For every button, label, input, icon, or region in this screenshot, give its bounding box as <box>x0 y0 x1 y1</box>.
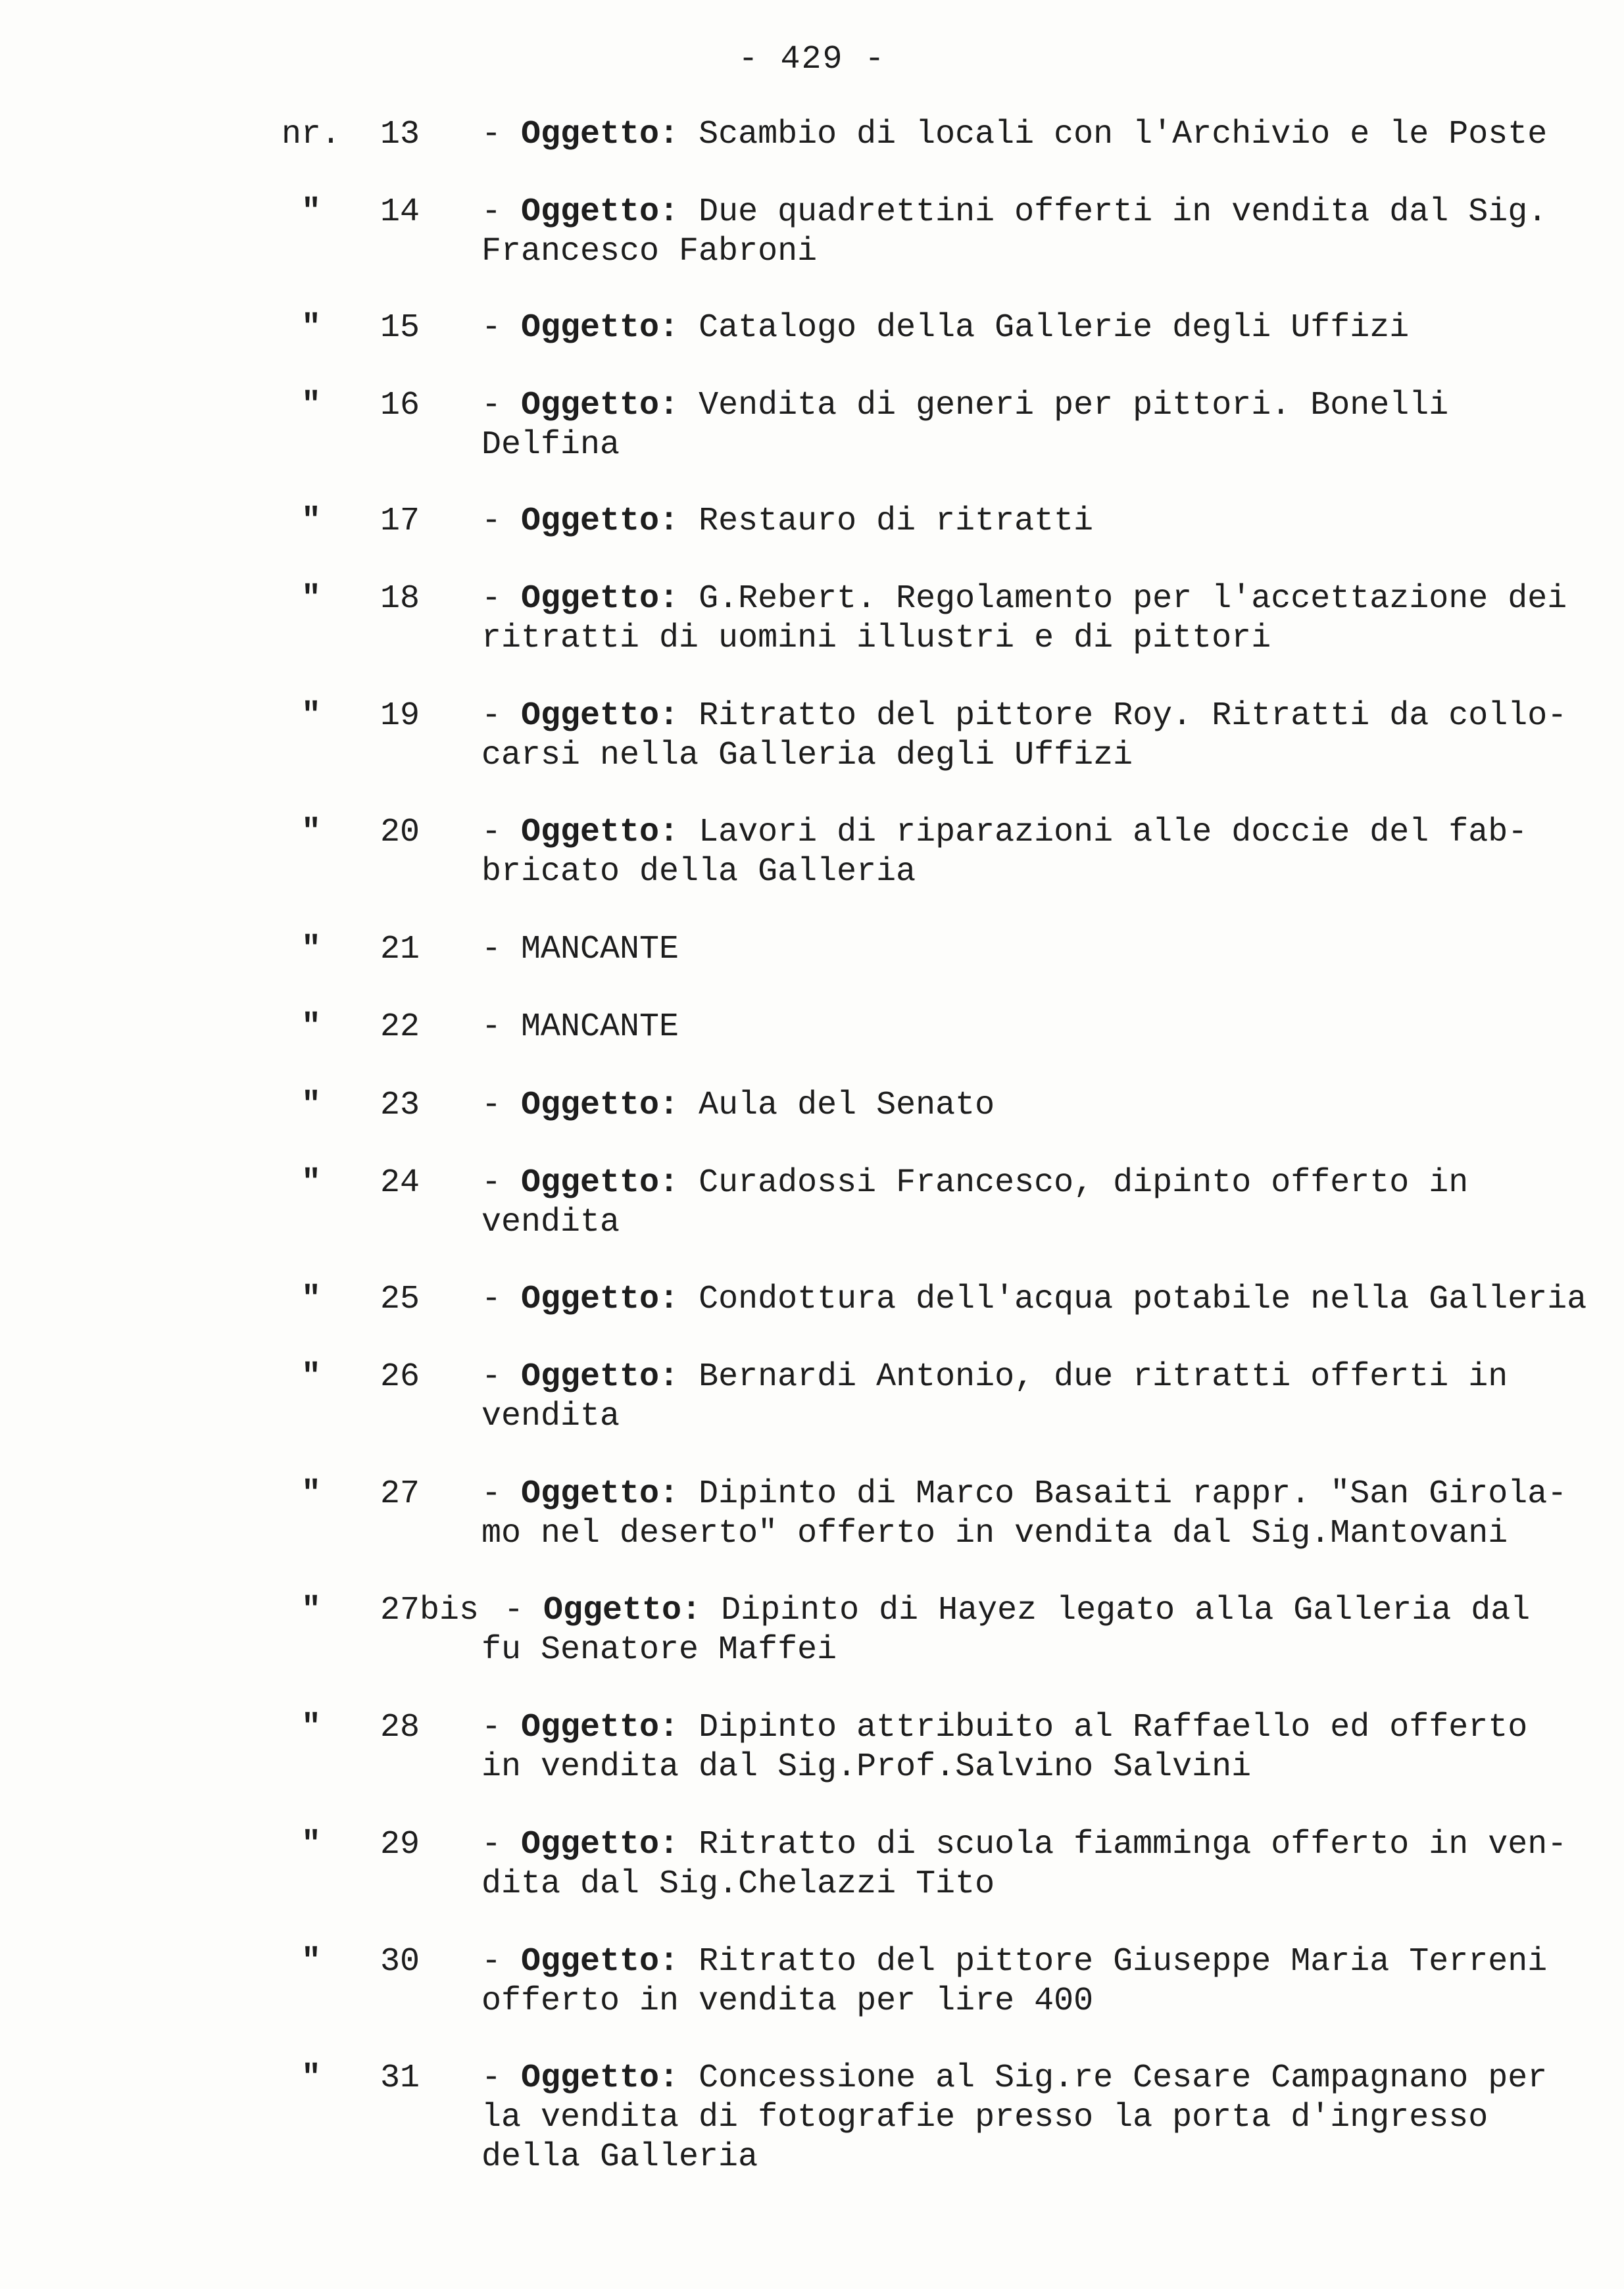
entry-number: 20 <box>380 814 420 851</box>
entry-text-line1: MANCANTE <box>521 931 679 968</box>
entry-text-line1: Scambio di locali con l'Archivio e le Poste <box>679 116 1548 153</box>
entry-dash: - <box>481 309 522 347</box>
entry-text-line2: mo nel deserto" offerto in vendita dal Sig.Mantovani <box>481 1515 1508 1552</box>
entry-number: 22 <box>380 1008 420 1046</box>
ditto-mark: " <box>301 1164 322 1202</box>
ditto-mark: " <box>301 1358 322 1396</box>
entry-dash: - <box>481 1943 522 1981</box>
entry-text-line1: Condottura dell'acqua potabile nella Galleria <box>679 1281 1587 1318</box>
entry-label: Oggetto: <box>521 503 679 540</box>
entry-number: 18 <box>380 580 420 618</box>
entry-number: 23 <box>380 1087 420 1124</box>
entry-description <box>481 1280 1600 1319</box>
entry-dash: - <box>481 1709 522 1746</box>
entry-number: 26 <box>380 1358 420 1396</box>
entry-text-line3: della Galleria <box>481 2138 758 2176</box>
entry-text-line1: Catalogo della Gallerie degli Uffizi <box>679 309 1410 347</box>
entry-description-line1 <box>504 1591 1622 1631</box>
entry-label: Oggetto: <box>521 309 679 347</box>
entry-text-line1: Dipinto di Hayez legato alla Galleria dal <box>701 1592 1531 1629</box>
entry-description <box>481 1708 1600 1787</box>
ditto-mark: " <box>301 309 322 347</box>
ditto-mark: " <box>301 1709 322 1746</box>
entry-text-line1: Concessione al Sig.re Cesare Campagnano per <box>679 2059 1548 2097</box>
entry-text-line1: Lavori di riparazioni alle doccie del fab- <box>679 814 1528 851</box>
entry-label: Oggetto: <box>521 1475 679 1513</box>
entry-number: 16 <box>380 387 420 424</box>
entry-text-line2: bricato della Galleria <box>481 853 916 891</box>
entry-prefix: nr. <box>282 116 341 153</box>
entry-label: Oggetto: <box>521 387 679 424</box>
entry-label: Oggetto: <box>521 1826 679 1863</box>
entry-text-line2: la vendita di fotografie presso la porta d'ingresso <box>481 2099 1489 2136</box>
entry-label: Oggetto: <box>521 1709 679 1746</box>
entry-number: 31 <box>380 2059 420 2097</box>
ditto-mark: " <box>301 814 322 851</box>
entry-number: 15 <box>380 309 420 347</box>
entry-description <box>481 308 1600 348</box>
entry-text-line2: vendita <box>481 1204 620 1241</box>
entry-dash: - <box>481 387 522 424</box>
entry-label: Oggetto: <box>543 1592 702 1629</box>
entry-dash: - <box>481 1164 522 1202</box>
ditto-mark: " <box>301 193 322 231</box>
entry-number: 27bis <box>380 1592 480 1629</box>
entry-description <box>481 1008 1600 1047</box>
entry-number: 27 <box>380 1475 420 1513</box>
ditto-mark: " <box>301 1008 322 1046</box>
entry-label: Oggetto: <box>521 193 679 231</box>
ditto-mark: " <box>301 1826 322 1863</box>
entry-text-line1: Curadossi Francesco, dipinto offerto in <box>679 1164 1469 1202</box>
entry-description <box>481 2059 1600 2177</box>
entry-label: Oggetto: <box>521 814 679 851</box>
ditto-mark: " <box>301 1281 322 1318</box>
entry-text-line2: Francesco Fabroni <box>481 233 818 270</box>
entry-number: 29 <box>380 1826 420 1863</box>
entry-number: 28 <box>380 1709 420 1746</box>
entry-label: Oggetto: <box>521 1164 679 1202</box>
entry-dash: - <box>481 503 522 540</box>
entry-number: 21 <box>380 931 420 968</box>
entry-text-line2: in vendita dal Sig.Prof.Salvino Salvini <box>481 1748 1252 1786</box>
entry-text-line1: Restauro di ritratti <box>679 503 1094 540</box>
ditto-mark: " <box>301 1475 322 1513</box>
entry-text-line2: dita dal Sig.Chelazzi Tito <box>481 1865 995 1903</box>
entry-description <box>481 1358 1600 1437</box>
entry-text-line1: Ritratto del pittore Roy. Ritratti da collo- <box>679 697 1567 735</box>
entry-dash: - <box>481 193 522 231</box>
ditto-mark: " <box>301 1087 322 1124</box>
ditto-mark: " <box>301 931 322 968</box>
ditto-mark: " <box>301 2059 322 2097</box>
entry-description <box>481 193 1600 272</box>
entry-label: Oggetto: <box>521 2059 679 2097</box>
entry-text-line2: offerto in vendita per lire 400 <box>481 1982 1094 2020</box>
entry-description <box>481 1086 1600 1125</box>
entry-text-line1: Ritratto del pittore Giuseppe Maria Terreni <box>679 1943 1548 1981</box>
entry-dash: - <box>481 697 522 735</box>
entry-number: 19 <box>380 697 420 735</box>
ditto-mark: " <box>301 1943 322 1981</box>
entry-dash: - <box>481 1826 522 1863</box>
entry-text-line1: Vendita di generi per pittori. Bonelli <box>679 387 1449 424</box>
ditto-mark: " <box>301 503 322 540</box>
entry-number: 14 <box>380 193 420 231</box>
entry-label: Oggetto: <box>521 1943 679 1981</box>
entry-dash: - <box>481 1475 522 1513</box>
entry-text-line1: Dipinto di Marco Basaiti rappr. "San Girola- <box>679 1475 1567 1513</box>
entry-dash: - <box>481 1008 522 1046</box>
entry-description <box>481 1942 1600 2021</box>
entry-description <box>481 1475 1600 1554</box>
ditto-mark: " <box>301 1592 322 1629</box>
ditto-mark: " <box>301 697 322 735</box>
ditto-mark: " <box>301 387 322 424</box>
entry-dash: - <box>481 580 522 618</box>
entry-text-line2: vendita <box>481 1398 620 1435</box>
entry-number: 30 <box>380 1943 420 1981</box>
entry-number: 25 <box>380 1281 420 1318</box>
entry-dash: - <box>481 1087 522 1124</box>
entry-description-line2: fu Senatore Maffei <box>481 1631 837 1669</box>
entry-description <box>481 697 1600 775</box>
entry-description <box>481 502 1600 541</box>
entry-label: Oggetto: <box>521 116 679 153</box>
entry-text-line1: Due quadrettini offerti in vendita dal Sig. <box>679 193 1548 231</box>
entry-dash: - <box>481 2059 522 2097</box>
entry-number: 13 <box>380 116 420 153</box>
entry-text-line1: Bernardi Antonio, due ritratti offerti in <box>679 1358 1508 1396</box>
entry-dash: - <box>481 931 522 968</box>
entry-description <box>481 386 1600 465</box>
entry-dash: - <box>481 1281 522 1318</box>
entry-text-line2: Delfina <box>481 426 620 464</box>
entry-dash: - <box>481 814 522 851</box>
entry-description <box>481 1825 1600 1904</box>
entry-description <box>481 115 1600 155</box>
entry-description <box>481 813 1600 892</box>
entry-label: Oggetto: <box>521 1087 679 1124</box>
entry-label: Oggetto: <box>521 580 679 618</box>
entry-text-line1: G.Rebert. Regolamento per l'accettazione dei <box>679 580 1567 618</box>
entry-label: Oggetto: <box>521 1358 679 1396</box>
entry-text-line1: Dipinto attribuito al Raffaello ed offerto <box>679 1709 1528 1746</box>
entry-description <box>481 1164 1600 1243</box>
entry-text-line1: MANCANTE <box>521 1008 679 1046</box>
ditto-mark: " <box>301 580 322 618</box>
entry-text-line2: carsi nella Galleria degli Uffizi <box>481 737 1133 774</box>
entry-description <box>481 579 1600 658</box>
entry-label: Oggetto: <box>521 697 679 735</box>
entry-dash: - <box>481 1358 522 1396</box>
entry-dash: - <box>481 116 522 153</box>
entry-dash: - <box>504 1592 544 1629</box>
page-number: - 429 - <box>738 41 886 78</box>
entry-number: 24 <box>380 1164 420 1202</box>
entry-label: Oggetto: <box>521 1281 679 1318</box>
entry-text-line2: ritratti di uomini illustri e di pittori <box>481 620 1271 657</box>
entry-description <box>481 930 1600 970</box>
entry-text-line1: Ritratto di scuola fiamminga offerto in ven- <box>679 1826 1567 1863</box>
entry-number: 17 <box>380 503 420 540</box>
entry-text-line1: Aula del Senato <box>679 1087 995 1124</box>
